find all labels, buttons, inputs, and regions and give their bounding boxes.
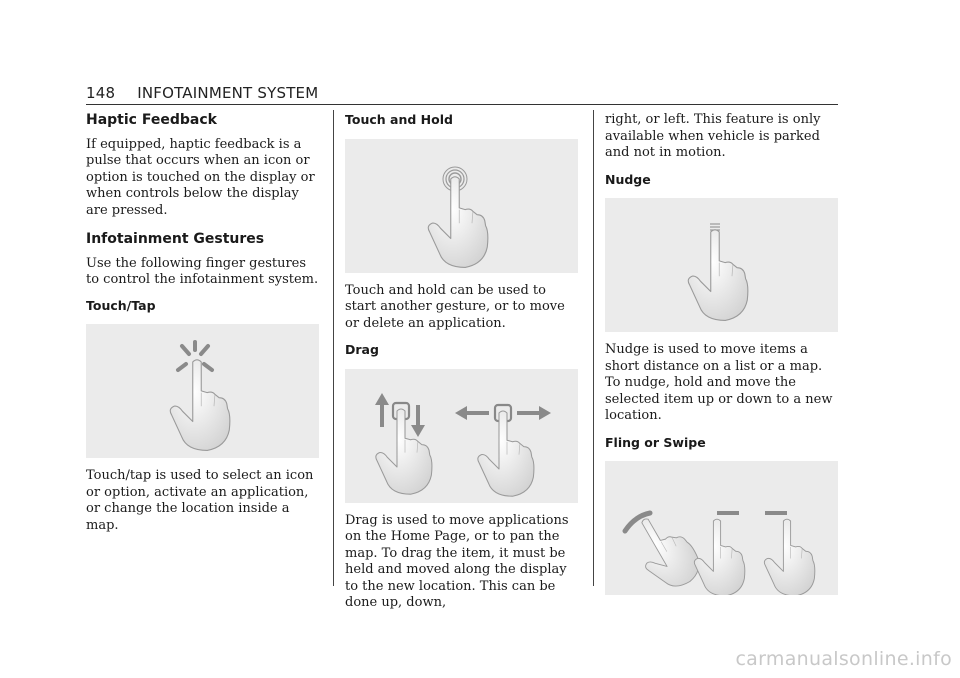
touch-tap-illustration (86, 324, 319, 458)
header-rule (86, 104, 838, 105)
touch-and-hold-illustration (345, 139, 578, 273)
page-number: 148 (86, 84, 116, 102)
column-divider (593, 110, 594, 586)
drag-text: Drag is used to move applications on the Home Page, or to pan the map. To drag the item, it must be held and moved along the display to the new location. This can be done up, down, (345, 512, 569, 610)
column-2 (345, 110, 579, 612)
haptic-feedback-heading: Haptic Feedback (86, 112, 217, 128)
touch-tap-heading: Touch/Tap (86, 297, 156, 313)
page-header (86, 84, 838, 102)
haptic-feedback-text: If equipped, haptic feedback is a pulse that occurs when an icon or option is touched on the display or when controls below the display are pressed. (86, 136, 315, 218)
nudge-text: Nudge is used to move items a short distance on a list or a map. To nudge, hold and move the selected item up or down to a new location. (605, 342, 833, 423)
column-3 (605, 110, 839, 595)
touch-and-hold-text: Touch and hold can be used to start another gesture, or to move or delete an application. (345, 282, 565, 331)
column-divider (333, 110, 334, 586)
drag-heading: Drag (345, 342, 379, 357)
drag-continued-text: right, or left. This feature is only available when vehicle is parked and not in motion. (605, 112, 821, 160)
drag-illustration (345, 369, 578, 503)
fling-swipe-illustration (605, 461, 838, 595)
infotainment-gestures-heading: Infotainment Gestures (86, 231, 265, 247)
nudge-illustration (605, 198, 838, 332)
watermark: carmanualsonline.info (735, 648, 952, 670)
fling-swipe-heading: Fling or Swipe (605, 434, 706, 450)
column-1 (86, 110, 320, 534)
touch-tap-text: Touch/tap is used to select an icon or option, activate an application, or change the location inside a map. (86, 468, 314, 533)
gestures-intro-text: Use the following finger gestures to control the infotainment system. (86, 255, 319, 287)
touch-and-hold-heading: Touch and Hold (345, 112, 453, 127)
nudge-heading: Nudge (605, 171, 651, 187)
section-title: INFOTAINMENT SYSTEM (137, 84, 319, 102)
